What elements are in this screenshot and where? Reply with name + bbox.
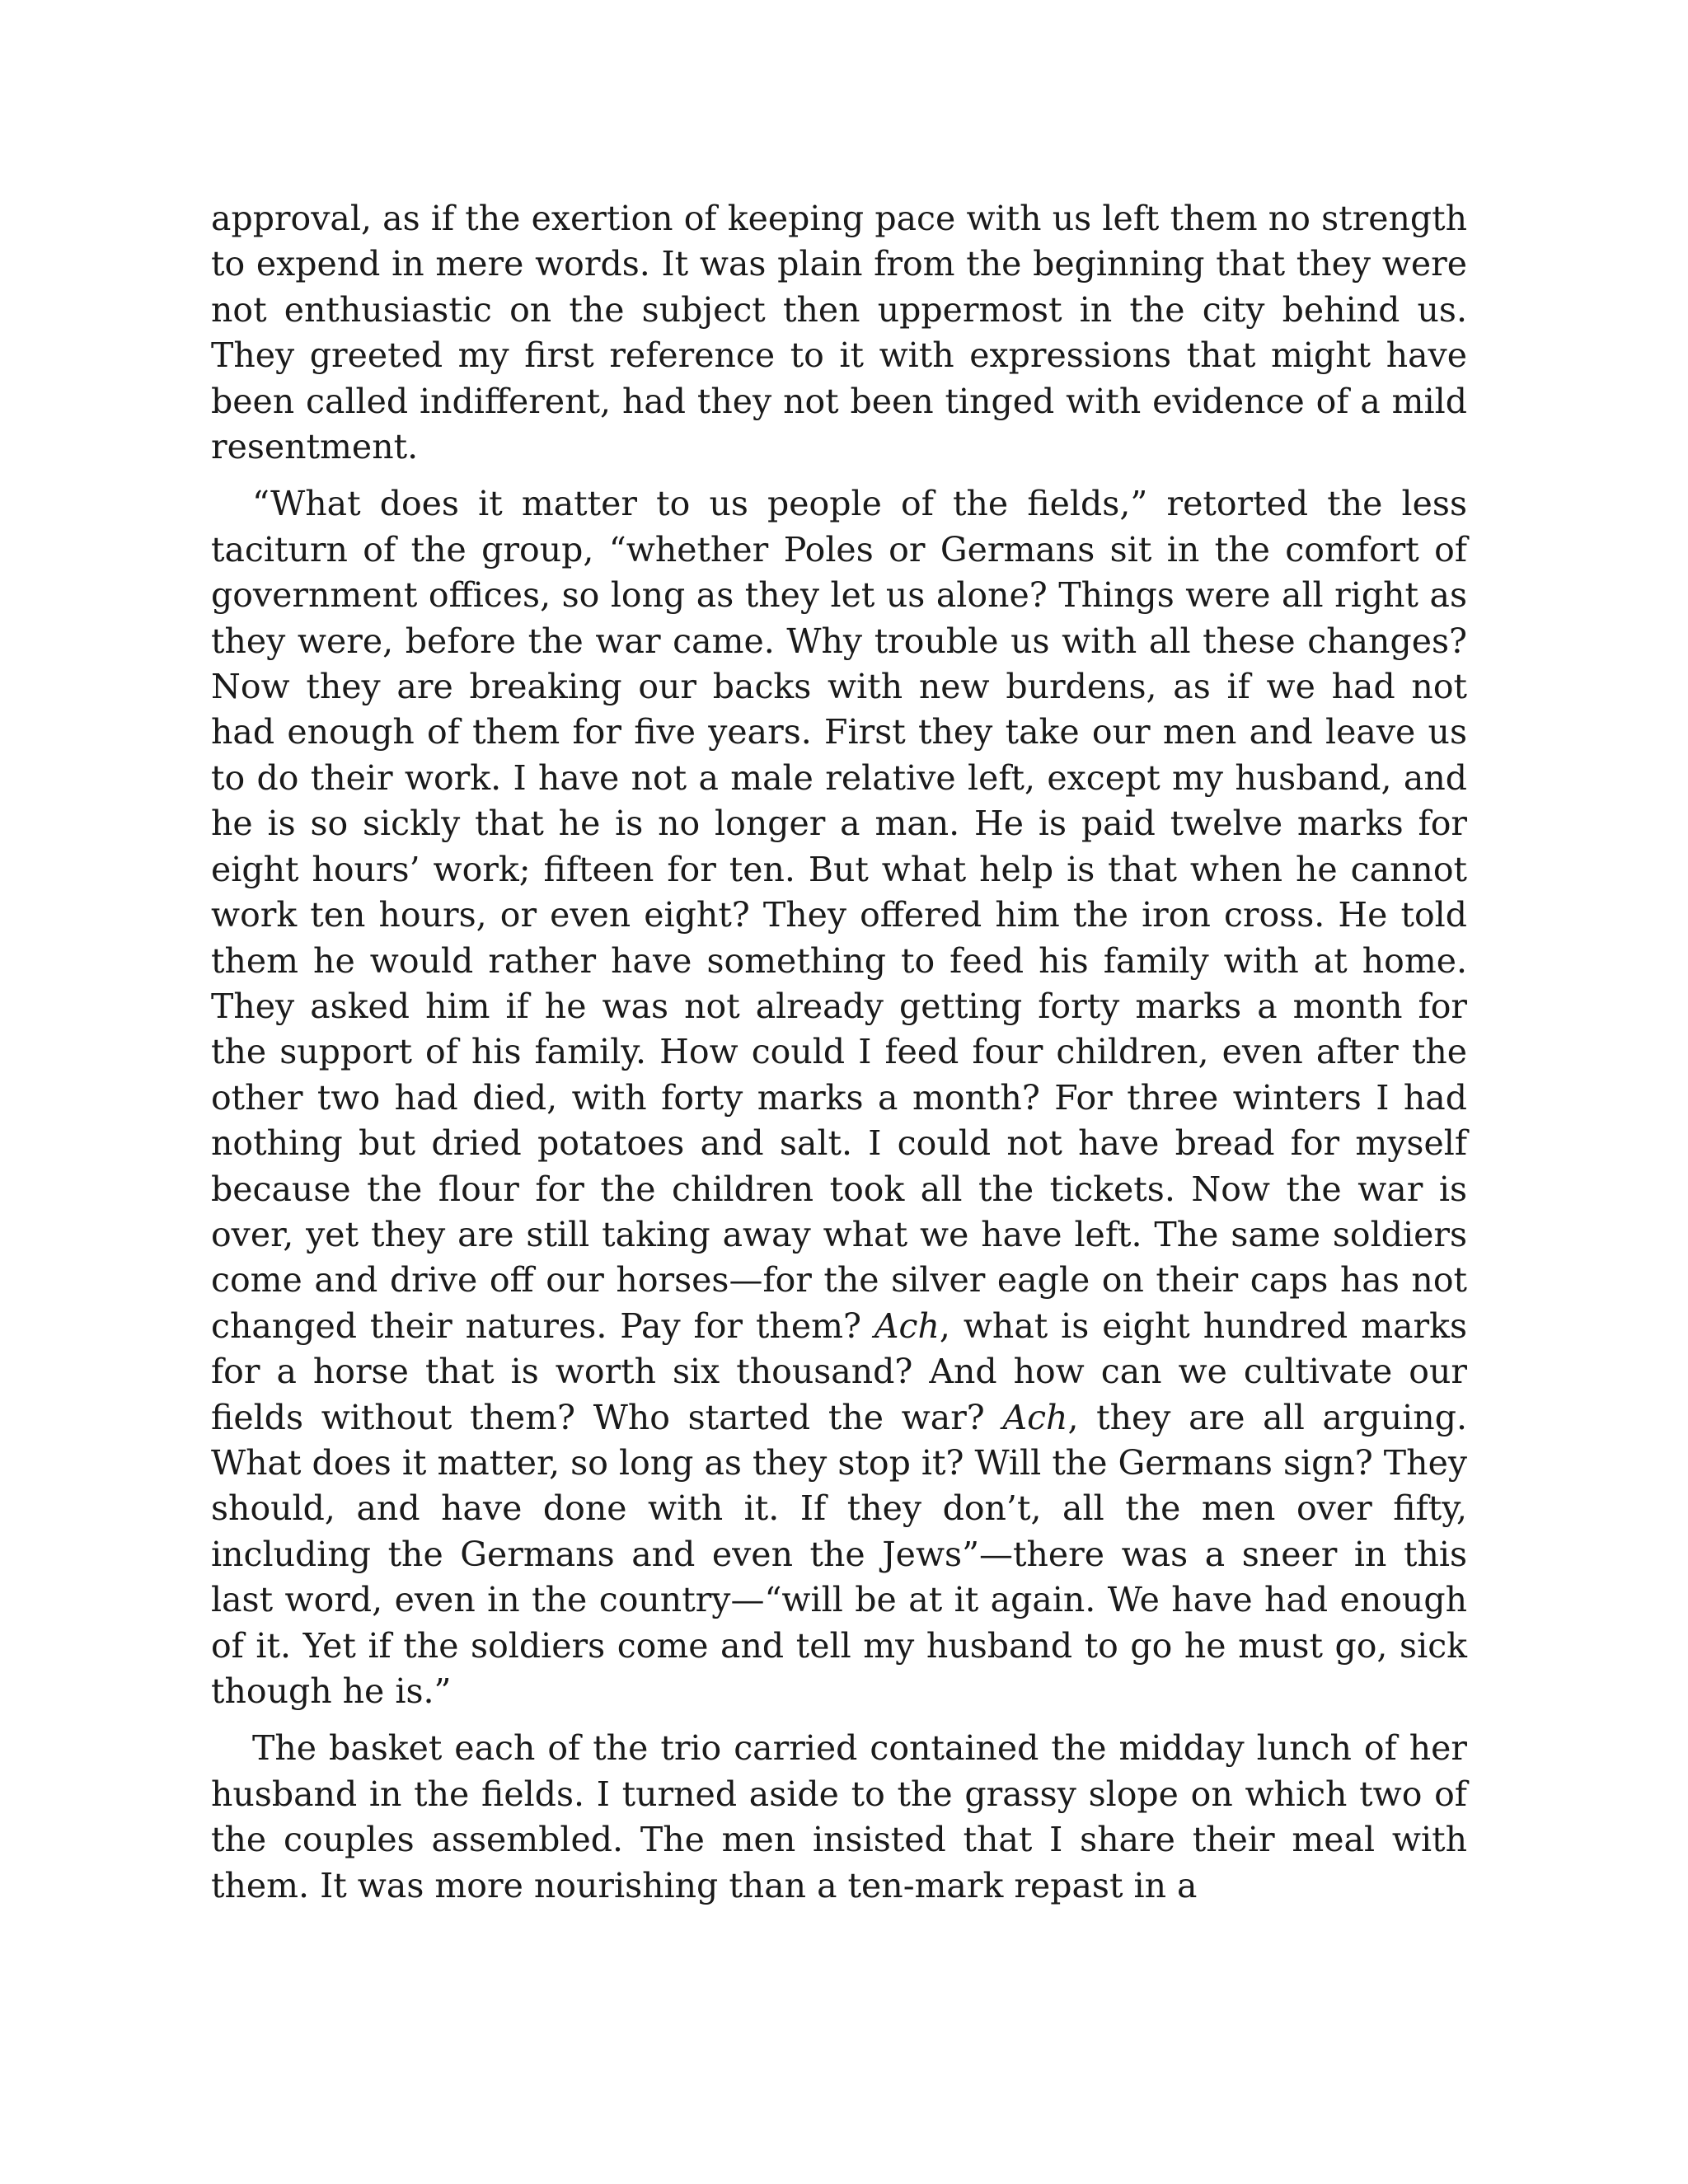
paragraph-2-italic-ach-1: Ach [874,1305,940,1346]
paragraph-3-text: The basket each of the trio carried contained the midday lunch of her husband in the fields. I turned aside to the grassy slope on which two of the couples assembled. The men insisted that I share their meal with them. It was more nourishing than a ten-mark repast in a [211,1728,1467,1905]
paragraph-3 [211,1726,1467,1909]
paragraph-2-text-b: , what is eight hundred marks for a horse that is worth six thousand? And how can we cultivate our fields without them? Who started the war? [211,1305,1467,1437]
paragraph-2-italic-ach-2: Ach [1002,1397,1068,1437]
paragraph-2 [211,481,1467,1714]
paragraph-1-text: approval, as if the exertion of keeping pace with us left them no strength to expend in mere words. It was plain from the beginning that they were not enthusiastic on the subject then uppermost in the city behind us. They greeted my first reference to it with expressions that might have been called indifferent, had they not been tinged with evidence of a mild resentment. [211,199,1467,467]
page-body [211,196,1467,1909]
paragraph-1 [211,196,1467,470]
paragraph-2-text-c: , they are all arguing. What does it matter, so long as they stop it? Will the Germans sign? They should, and have done with it. If they don’t, all the men over fifty, including the Germans and even the Jews”—there was a sneer in this last word, even in the country—“will be at it again. We have had enough of it. Yet if the soldiers come and tell my husband to go he must go, sick though he is.” [211,1397,1467,1711]
paragraph-2-text-a: “What does it matter to us people of the fields,” retorted the less taciturn of the group, “whether Poles or Germans sit in the comfort of government offices, so long as they let us alone? Things were all right as they were, before the war came. Why trouble us with all these changes? Now they are breaking our backs with new burdens, as if we had not had enough of them for five years. First they take our men and leave us to do their work. I have not a male relative left, except my husband, and he is so sickly that he is no longer a man. He is paid twelve marks for eight hours’ work; fifteen for ten. But what help is that when he cannot work ten hours, or even eight? They offered him the iron cross. He told them he would rather have something to feed his family with at home. They asked him if he was not already getting forty marks a month for the support of his family. How could I feed four children, even after the other two had died, with forty marks a month? For three winters I had nothing but dried potatoes and salt. I could not have bread for myself because the flour for the children took all the tickets. Now the war is over, yet they are still taking away what we have left. The same soldiers come and drive off our horses—for the silver eagle on their caps has not changed their natures. Pay for them? [211,484,1467,1346]
